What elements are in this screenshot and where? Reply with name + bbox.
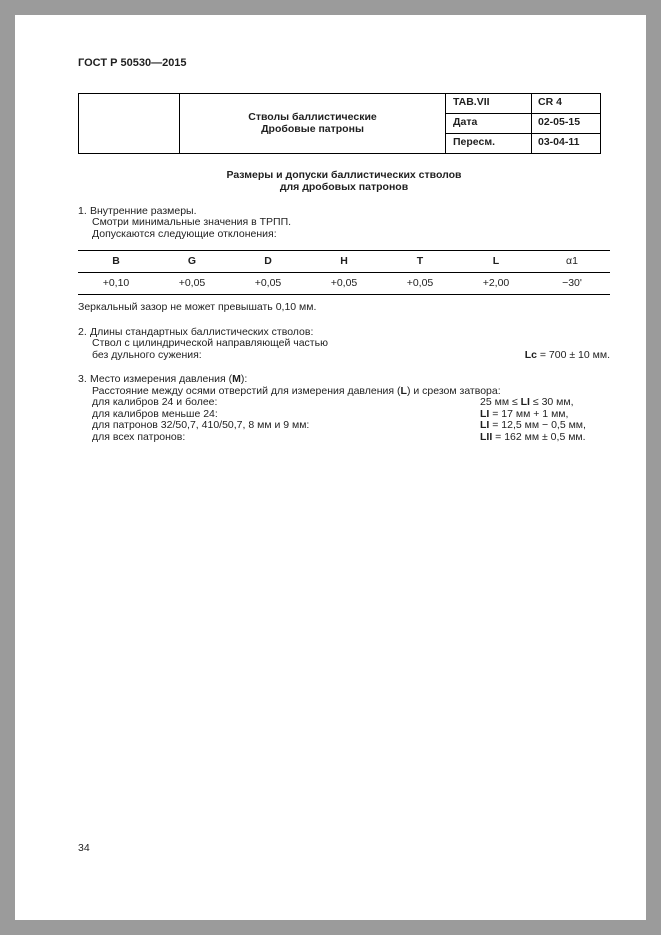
- value-post: = 162 мм ± 0,5 мм.: [492, 430, 586, 443]
- tolerance-header: T: [382, 251, 458, 273]
- tolerance-header: B: [78, 251, 154, 273]
- header-revision-value: 03-04-11: [532, 133, 601, 153]
- mirror-gap-note: Зеркальный зазор не может превышать 0,10 мм.: [78, 301, 317, 313]
- tolerance-table-value-row: [78, 273, 610, 295]
- symbol-li: LI: [480, 407, 490, 420]
- item-2-body: [78, 338, 610, 361]
- tolerance-value: +0,05: [330, 276, 358, 289]
- header-table-row: [79, 93, 601, 113]
- tolerance-value: +0,05: [178, 276, 206, 289]
- tolerance-header: L: [458, 251, 534, 273]
- section-title: [78, 169, 610, 193]
- item-1-line2: Смотри минимальные значения в ТРПП.: [92, 216, 292, 228]
- header-date-value: 02-05-15: [532, 113, 601, 133]
- item-3-line2-post: ) и срезом затвора:: [406, 384, 501, 397]
- section-title-line2: для дробовых патронов: [279, 180, 409, 193]
- document-page: [15, 15, 646, 920]
- item-3-body: [78, 386, 610, 444]
- item-3-marker: 3.: [78, 373, 87, 385]
- value-pre: 25 мм ≤: [480, 396, 521, 408]
- measurement-row-value: [480, 432, 586, 444]
- header-tab-value: CR 4: [532, 93, 601, 113]
- symbol-l: L: [400, 384, 407, 397]
- tolerance-value: +0,05: [406, 276, 434, 289]
- item-3-title-text: [90, 373, 247, 385]
- tolerance-value: +0,10: [102, 276, 130, 289]
- item-2-line3-value: [525, 350, 610, 362]
- item-1-line3: Допускаются следующие отклонения:: [92, 227, 277, 240]
- symbol-li: LI: [520, 396, 530, 408]
- item-1: [78, 206, 610, 241]
- header-revision-label: Пересм.: [446, 133, 532, 153]
- measurement-row-label: для патронов 32/50,7, 410/50,7, 8 мм и 9 мм:: [92, 419, 310, 431]
- page-number: 34: [78, 842, 90, 854]
- measurement-row-label: для всех патронов:: [92, 430, 186, 443]
- tolerance-value: +2,00: [482, 276, 510, 289]
- header-table-empty-cell: [79, 93, 180, 153]
- item-1-marker: 1.: [78, 204, 87, 217]
- symbol-m: M: [232, 373, 241, 385]
- item-3-title-pre: Место измерения давления (: [90, 373, 233, 385]
- item-1-body: [78, 217, 610, 240]
- header-table-title-cell: [180, 93, 446, 153]
- item-2-line3-value-rest: = 700 ± 10 мм.: [536, 348, 610, 361]
- tolerance-table-header-row: [78, 251, 610, 273]
- symbol-lc: Lc: [524, 348, 537, 361]
- value-post: ≤ 30 мм,: [529, 396, 574, 408]
- item-2-line2: Ствол с цилиндрической направляющей частью: [92, 337, 328, 349]
- tolerance-header: D: [230, 251, 306, 273]
- symbol-li: LI: [480, 419, 490, 431]
- item-3-line2-pre: Расстояние между осями отверстий для измерения давления (: [92, 384, 401, 397]
- item-3: [78, 374, 610, 443]
- header-date-label: Дата: [446, 113, 532, 133]
- item-2: [78, 327, 610, 362]
- item-2-line3: [92, 350, 610, 362]
- tolerance-table: [78, 250, 610, 295]
- tolerance-header: α1: [534, 251, 610, 273]
- tolerance-value: +0,05: [254, 276, 282, 289]
- section-title-line1: Размеры и допуски баллистических стволов: [226, 168, 462, 181]
- header-tab-label: TAB.VII: [446, 93, 532, 113]
- item-2-title-text: Длины стандартных баллистических стволов:: [90, 325, 314, 338]
- symbol-lii: LII: [480, 430, 493, 443]
- measurement-row-label: для калибров меньше 24:: [92, 407, 218, 420]
- item-2-line3-label: без дульного сужения:: [92, 348, 202, 361]
- header-table: [78, 93, 601, 154]
- doc-number: ГОСТ Р 50530—2015: [78, 57, 187, 69]
- item-2-marker: 2.: [78, 325, 87, 338]
- value-post: = 17 мм + 1 мм,: [489, 407, 569, 420]
- tolerance-value: −30': [562, 276, 582, 289]
- header-title-line2: Дробовые патроны: [261, 123, 364, 135]
- value-post: = 12,5 мм − 0,5 мм,: [489, 419, 586, 431]
- tolerance-header: H: [306, 251, 382, 273]
- item-3-title-post: ):: [240, 373, 248, 385]
- tolerance-header: G: [154, 251, 230, 273]
- measurement-row-label: для калибров 24 и более:: [92, 396, 218, 408]
- measurement-row: [92, 432, 610, 444]
- item-1-title-text: Внутренние размеры.: [90, 204, 197, 217]
- header-title-line1: Стволы баллистические: [248, 111, 377, 123]
